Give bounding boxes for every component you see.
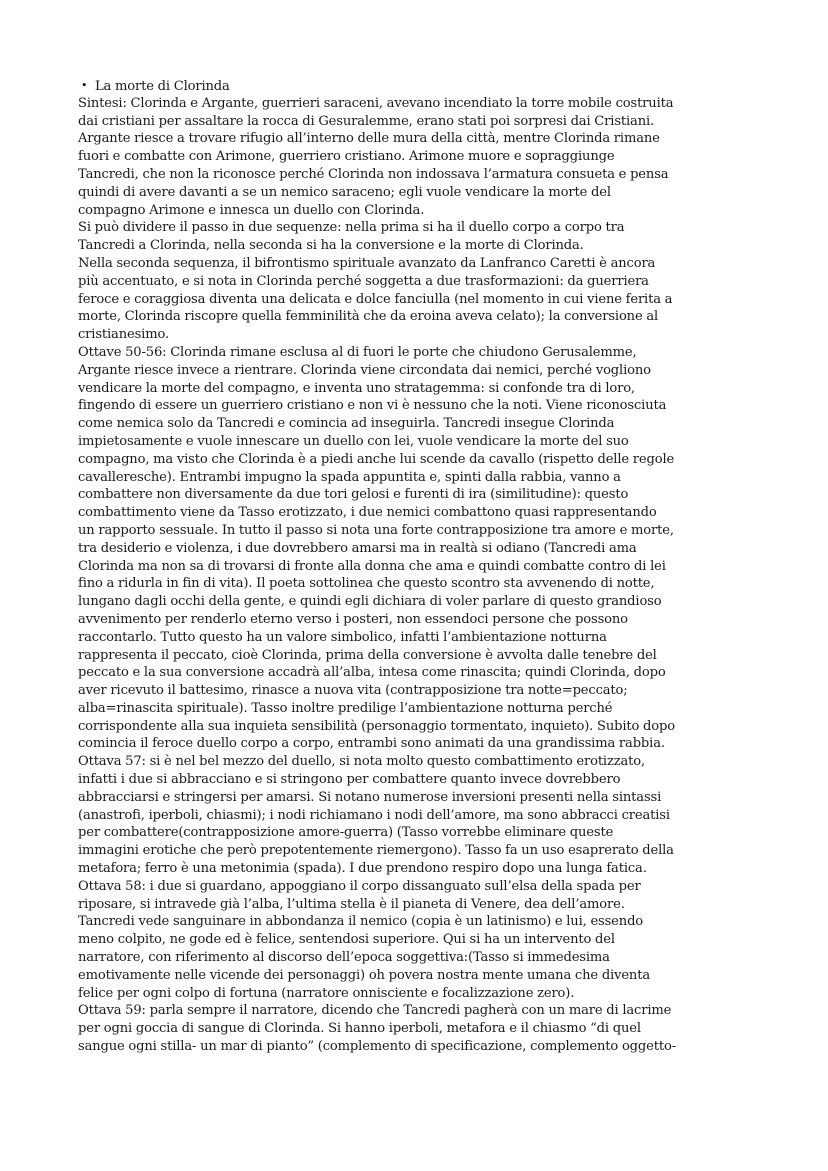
text-line: Ottava 59: parla sempre il narratore, dicendo che Tancredi pagherà con un mare di lacrime: [78, 1003, 672, 1019]
text-line: infatti i due si abbracciano e si stringono per combattere quanto invece dovrebbero: [78, 772, 621, 788]
text-line: impietosamente e vuole innescare un duello con lei, vuole vendicare la morte del suo: [78, 433, 629, 449]
text-line: alba=rinascita spirituale). Tasso inoltre predilige l’ambientazione notturna perché: [78, 700, 613, 716]
text-line: un rapporto sessuale. In tutto il passo si nota una forte contrapposizione tra amore e morte,: [78, 522, 674, 538]
text-line: vendicare la morte del compagno, e inventa uno stratagemma: si confonde tra di loro,: [78, 380, 635, 396]
text-line: abbracciarsi e stringersi per amarsi. Si notano numerose inversioni presenti nella sintassi: [78, 789, 662, 805]
bullet-icon: •: [81, 79, 88, 92]
text-line: Nella seconda sequenza, il bifrontismo spirituale avanzato da Lanfranco Caretti è ancora: [78, 255, 656, 271]
text-line: rappresenta il peccato, cioè Clorinda, prima della conversione è avvolta dalle tenebre del: [78, 647, 657, 663]
section-heading: La morte di Clorinda: [95, 79, 230, 94]
text-line: tra desiderio e violenza, i due dovrebbero amarsi ma in realtà si odiano (Tancredi ama: [78, 540, 637, 556]
document-body: [78, 77, 778, 1056]
text-line: emotivamente nelle vicende dei personaggi) oh povera nostra mente umana che diventa: [78, 967, 650, 983]
text-line: metafora; ferro è una metonimia (spada). I due prendono respiro dopo una lunga fatica.: [78, 861, 647, 877]
text-line: morte, Clorinda riscopre quella femminilità che da eroina aveva celato); la conversione al: [78, 309, 659, 325]
text-line: Tancredi a Clorinda, nella seconda si ha la conversione e la morte di Clorinda.: [78, 238, 584, 254]
text-line: più accentuato, e si nota in Clorinda perché soggetta a due trasformazioni: da guerriera: [78, 273, 649, 289]
text-line: Argante riesce a trovare rifugio all’interno delle mura della città, mentre Clorinda rimane: [78, 131, 660, 147]
text-line: combattere non diversamente da due tori gelosi e furenti di ira (similitudine): questo: [78, 487, 629, 503]
text-line: Sintesi: Clorinda e Argante, guerrieri saraceni, avevano incendiato la torre mobile costruita: [78, 95, 674, 111]
text-line: cavalleresche). Entrambi impugno la spada appuntita e, spinti dalla rabbia, vanno a: [78, 469, 621, 485]
text-line: corrispondente alla sua inquieta sensibilità (personaggio tormentato, inquieto). Subito dopo: [78, 718, 675, 734]
text-line: fino a ridurla in fin di vita). Il poeta sottolinea che questo scontro sta avvenendo di notte,: [78, 576, 655, 592]
text-line: feroce e coraggiosa diventa una delicata e dolce fanciulla (nel momento in cui viene ferita a: [78, 291, 673, 307]
text-line: cristianesimo.: [78, 327, 169, 343]
text-line: avvenimento per renderlo eterno verso i posteri, non essendoci persone che possono: [78, 611, 628, 627]
text-line: combattimento viene da Tasso erotizzato, i due nemici combattono quasi rappresentando: [78, 505, 657, 521]
text-line: per ogni goccia di sangue di Clorinda. Si hanno iperboli, metafora e il chiasmo “di quel: [78, 1021, 641, 1037]
text-line: meno colpito, ne gode ed è felice, sentendosi superiore. Qui si ha un intervento del: [78, 932, 615, 948]
text-line: per combattere(contrapposizione amore-guerra) (Tasso vorrebbe eliminare queste: [78, 825, 614, 841]
text-line: compagno, ma visto che Clorinda è a piedi anche lui scende da cavallo (rispetto delle regole: [78, 451, 675, 467]
text-line: fuori e combatte con Arimone, guerriero cristiano. Arimone muore e sopraggiunge: [78, 149, 615, 165]
text-line: sangue ogni stilla- un mar di pianto” (complemento di specificazione, complemento oggetto-: [78, 1039, 676, 1055]
text-line: comincia il feroce duello corpo a corpo, entrambi sono animati da una grandissima rabbia.: [78, 736, 665, 752]
text-line: Ottava 58: i due si guardano, appoggiano il corpo dissanguato sull’elsa della spada per: [78, 878, 641, 894]
text-line: Clorinda ma non sa di trovarsi di fronte alla donna che ama e quindi combatte contro di lei: [78, 558, 666, 574]
text-line: immagini erotiche che però prepotentemente riemergono). Tasso fa un uso esaprerato della: [78, 843, 674, 859]
text-line: dai cristiani per assaltare la rocca di Gesuralemme, erano stati poi sorpresi dai Cristiani.: [78, 113, 655, 129]
text-line: peccato e la sua conversione accadrà all’alba, intesa come rinascita; quindi Clorinda, dopo: [78, 665, 666, 681]
text-line: Argante riesce invece a rientrare. Clorinda viene circondata dai nemici, perché vogliono: [78, 362, 651, 378]
text-line: Tancredi vede sanguinare in abbondanza il nemico (copia è un latinismo) e lui, essendo: [78, 914, 644, 930]
text-line: narratore, con riferimento al discorso dell’epoca soggettiva:(Tasso si immedesima: [78, 950, 610, 966]
text-line: raccontarlo. Tutto questo ha un valore simbolico, infatti l’ambientazione notturna: [78, 629, 607, 645]
text-line: Ottave 50-56: Clorinda rimane esclusa al di fuori le porte che chiudono Gerusalemme,: [78, 344, 637, 360]
text-line: lungano dagli occhi della gente, e quindi egli dichiara di voler parlare di questo grandioso: [78, 594, 662, 610]
text-line: Si può dividere il passo in due sequenze: nella prima si ha il duello corpo a corpo tra: [78, 220, 625, 236]
text-line: come nemica solo da Tancredi e comincia ad inseguirla. Tancredi insegue Clorinda: [78, 416, 615, 432]
text-line: fingendo di essere un guerriero cristiano e non vi è nessuno che la noti. Viene riconosciuta: [78, 398, 667, 414]
text-line: riposare, si intravede già l’alba, l’ultima stella è il pianeta di Venere, dea dell’amore.: [78, 896, 625, 912]
text-line: (anastrofi, iperboli, chiasmi); i nodi richiamano i nodi dell’amore, ma sono abbracci creatisi: [78, 807, 670, 823]
text-line: aver ricevuto il battesimo, rinasce a nuova vita (contrapposizione tra notte=peccato;: [78, 683, 628, 699]
text-line: quindi di avere davanti a se un nemico saraceno; egli vuole vendicare la morte del: [78, 184, 611, 200]
text-line: compagno Arimone e innesca un duello con Clorinda.: [78, 202, 425, 218]
heading-line: [78, 77, 778, 95]
text-line: Tancredi, che non la riconosce perché Clorinda non indossava l’armatura consueta e pensa: [78, 166, 669, 182]
text-line: Ottava 57: si è nel bel mezzo del duello, si nota molto questo combattimento erotizzato,: [78, 754, 645, 770]
text-line: felice per ogni colpo di fortuna (narratore onnisciente e focalizzazione zero).: [78, 985, 575, 1001]
